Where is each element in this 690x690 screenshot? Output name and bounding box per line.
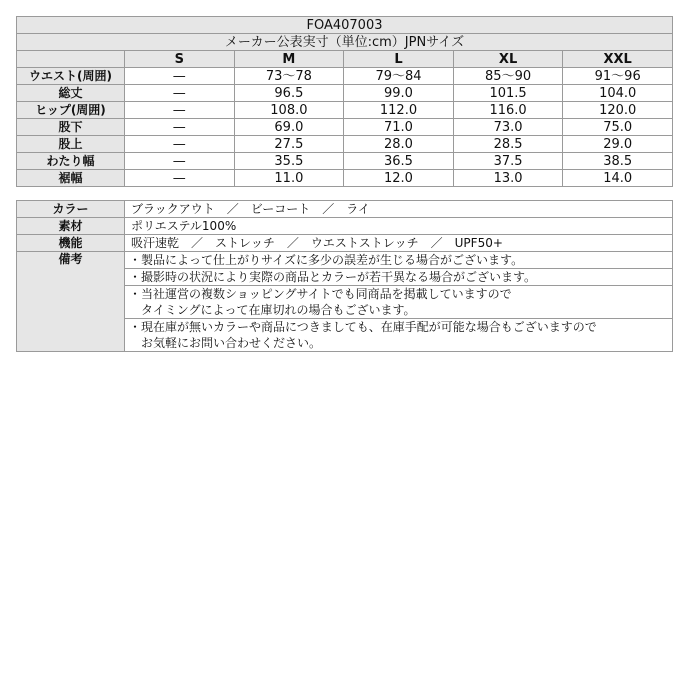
table-cell: 101.5	[453, 85, 563, 102]
table-row	[17, 119, 673, 136]
table-cell: —	[125, 136, 235, 153]
table-cell: 112.0	[344, 102, 454, 119]
info-row-function	[17, 235, 673, 252]
table-cell: —	[125, 153, 235, 170]
size-header-corner	[17, 51, 125, 68]
table-cell: 108.0	[234, 102, 344, 119]
note-item	[125, 319, 673, 352]
row-label-thigh: わたり幅	[17, 153, 125, 170]
info-row-material	[17, 218, 673, 235]
table-cell: 116.0	[453, 102, 563, 119]
size-table-subtitle: メーカー公表実寸（単位:cm）JPNサイズ	[17, 34, 673, 51]
table-cell: 37.5	[453, 153, 563, 170]
table-cell: 69.0	[234, 119, 344, 136]
table-cell: 96.5	[234, 85, 344, 102]
table-cell: 28.0	[344, 136, 454, 153]
info-row-notes	[17, 252, 673, 269]
notes-label: 備考	[17, 252, 125, 352]
table-row	[17, 68, 673, 85]
table-cell: 11.0	[234, 170, 344, 187]
product-code: FOA407003	[17, 17, 673, 34]
table-cell: —	[125, 119, 235, 136]
table-cell: 36.5	[344, 153, 454, 170]
table-row	[17, 153, 673, 170]
row-label-rise: 股上	[17, 136, 125, 153]
table-cell: —	[125, 85, 235, 102]
size-header-xxl: XXL	[563, 51, 673, 68]
note-line: ・撮影時の状況により実際の商品とカラーが若干異なる場合がございます。	[129, 270, 537, 284]
color-label: カラー	[17, 201, 125, 218]
table-cell: 29.0	[563, 136, 673, 153]
table-cell: —	[125, 102, 235, 119]
table-cell: —	[125, 68, 235, 85]
table-cell: 73～78	[234, 68, 344, 85]
note-line: タイミングによって在庫切れの場合もございます。	[129, 303, 416, 317]
table-cell: 75.0	[563, 119, 673, 136]
size-header-s: S	[125, 51, 235, 68]
note-item	[125, 286, 673, 319]
function-value: 吸汗速乾 ／ ストレッチ ／ ウエストストレッチ ／ UPF50+	[125, 235, 673, 252]
row-label-hem: 裾幅	[17, 170, 125, 187]
table-row	[17, 102, 673, 119]
note-item	[125, 269, 673, 286]
table-cell: 27.5	[234, 136, 344, 153]
table-cell: 71.0	[344, 119, 454, 136]
material-value: ポリエステル100%	[125, 218, 673, 235]
table-cell: 120.0	[563, 102, 673, 119]
info-row-color	[17, 201, 673, 218]
row-label-length: 総丈	[17, 85, 125, 102]
table-row	[17, 170, 673, 187]
table-row	[17, 85, 673, 102]
table-cell: 104.0	[563, 85, 673, 102]
note-line: ・当社運営の複数ショッピングサイトでも同商品を掲載していますので	[129, 287, 512, 301]
material-label: 素材	[17, 218, 125, 235]
table-cell: 12.0	[344, 170, 454, 187]
table-cell: 28.5	[453, 136, 563, 153]
size-header-xl: XL	[453, 51, 563, 68]
size-header-m: M	[234, 51, 344, 68]
function-label: 機能	[17, 235, 125, 252]
row-label-hip: ヒップ(周囲)	[17, 102, 125, 119]
row-label-waist: ウエスト(周囲)	[17, 68, 125, 85]
table-cell: 13.0	[453, 170, 563, 187]
row-label-inseam: 股下	[17, 119, 125, 136]
table-cell: 79～84	[344, 68, 454, 85]
table-cell: 99.0	[344, 85, 454, 102]
note-line: お気軽にお問い合わせください。	[129, 336, 322, 350]
table-cell: 35.5	[234, 153, 344, 170]
table-cell: 73.0	[453, 119, 563, 136]
table-row	[17, 136, 673, 153]
size-table	[16, 16, 673, 187]
note-line: ・現在庫が無いカラーや商品につきましても、在庫手配が可能な場合もございますので	[129, 320, 597, 334]
note-item	[125, 252, 673, 269]
table-cell: —	[125, 170, 235, 187]
table-cell: 14.0	[563, 170, 673, 187]
table-cell: 91～96	[563, 68, 673, 85]
table-cell: 85～90	[453, 68, 563, 85]
size-header-l: L	[344, 51, 454, 68]
note-line: ・製品によって仕上がりサイズに多少の誤差が生じる場合がございます。	[129, 253, 524, 267]
table-cell: 38.5	[563, 153, 673, 170]
color-value: ブラックアウト ／ ビーコート ／ ライ	[125, 201, 673, 218]
product-info-table	[16, 200, 673, 352]
size-header-row	[17, 51, 673, 68]
